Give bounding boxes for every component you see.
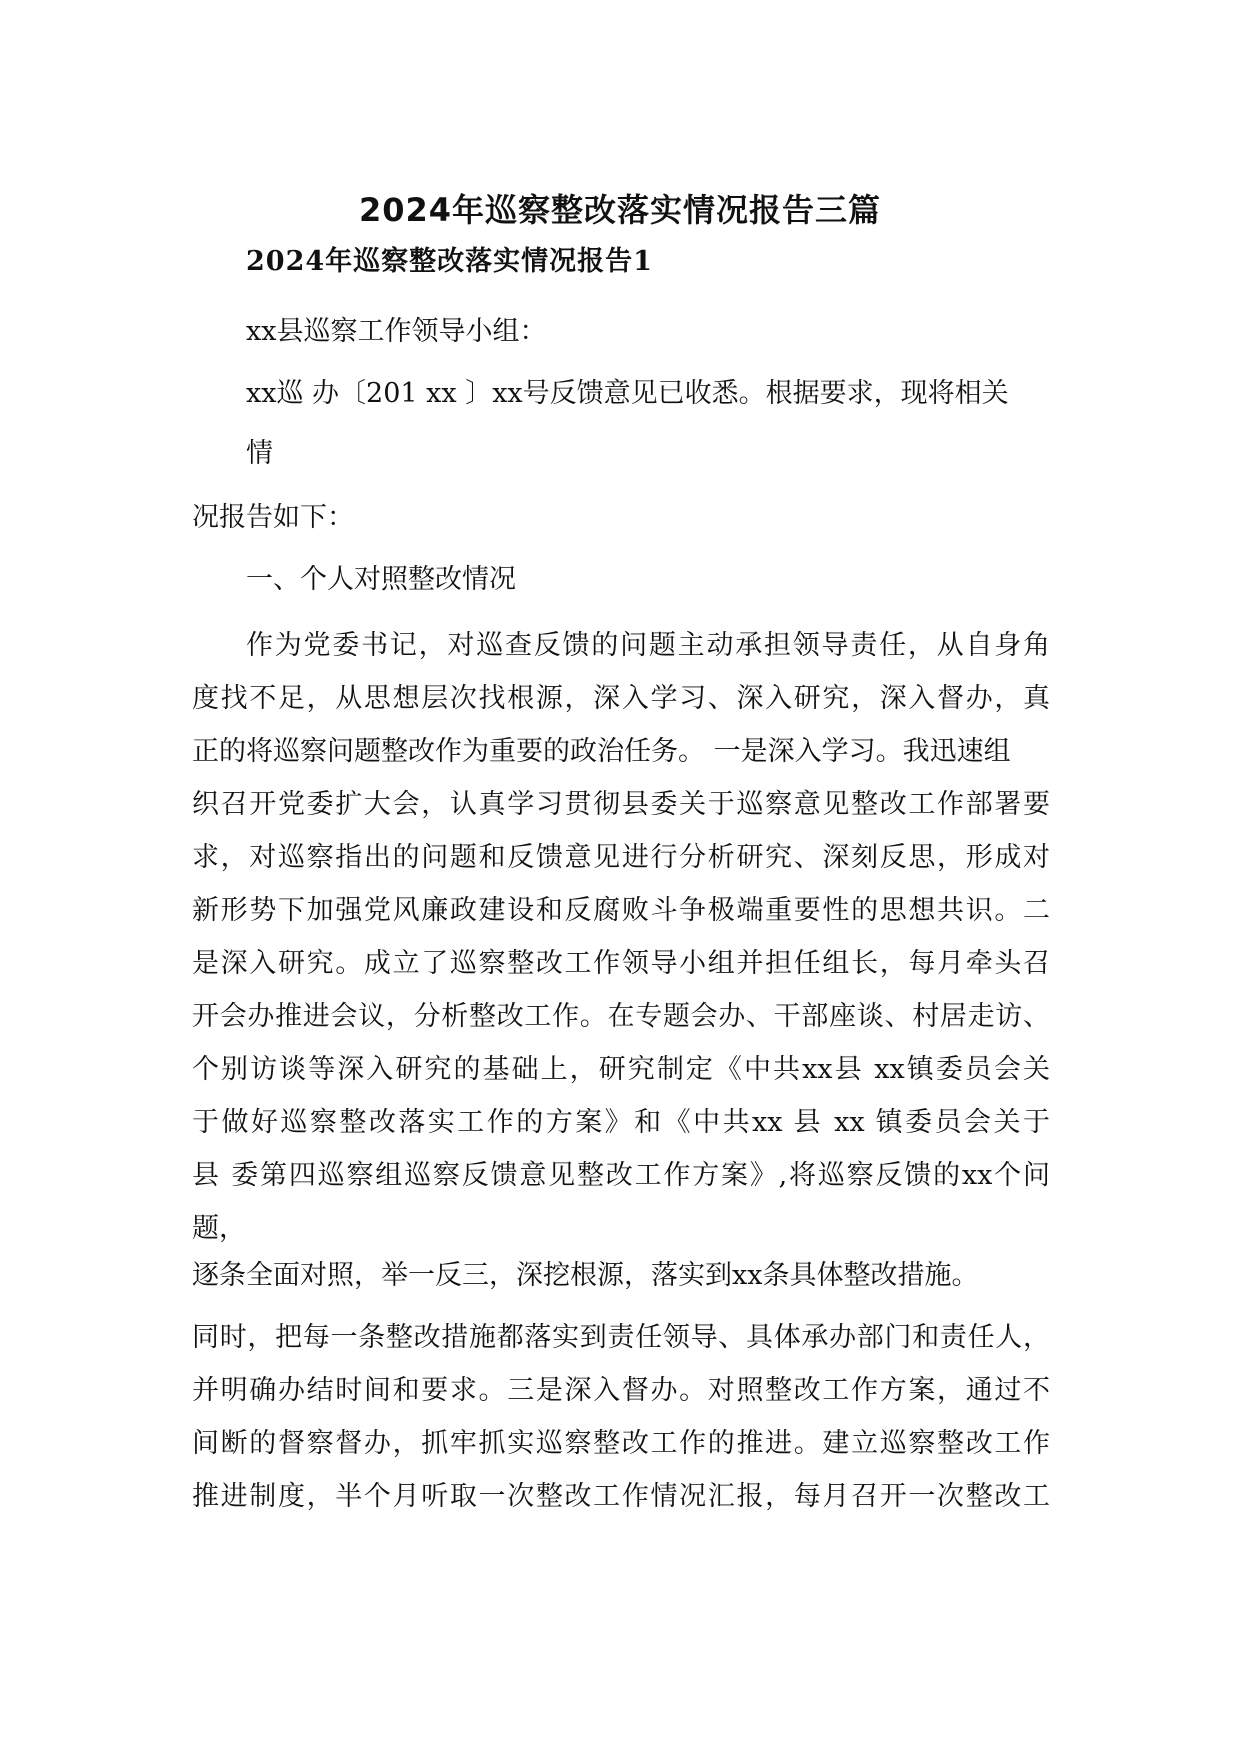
body-line: 度找不足，从思想层次找根源，深入学习、深入研究，深入督办，真 xyxy=(192,683,1050,714)
section-label: 一、个人对照整改情况 xyxy=(246,564,516,595)
body-line: 织召开党委扩大会，认真学习贯彻县委关于巡察意见整改工作部署要 xyxy=(192,789,1050,820)
body-line: 情 xyxy=(246,438,273,469)
body-line: 个别访谈等深入研究的基础上，研究制定《中共xx县 xx镇委员会关 xyxy=(192,1054,1050,1085)
body-line: 求，对巡察指出的问题和反馈意见进行分析研究、深刻反思，形成对 xyxy=(192,842,1050,873)
body-line: 推进制度，半个月听取一次整改工作情况汇报，每月召开一次整改工 xyxy=(192,1481,1050,1512)
body-line: xx巡 办〔201 xx 〕xx号反馈意见已收悉。根据要求，现将相关 xyxy=(246,378,1009,409)
body-line: 况报告如下： xyxy=(192,502,354,533)
body-line: 于做好巡察整改落实工作的方案》和《中共xx 县 xx 镇委员会关于 xyxy=(192,1107,1050,1138)
body-line: 县 委第四巡察组巡察反馈意见整改工作方案》,将巡察反馈的xx个问 xyxy=(192,1160,1050,1191)
body-line: 开会办推进会议，分析整改工作。在专题会办、干部座谈、村居走访、 xyxy=(192,1001,1050,1032)
body-line: 是深入研究。成立了巡察整改工作领导小组并担任组长，每月牵头召 xyxy=(192,948,1050,979)
body-line: 正的将巡察问题整改作为重要的政治任务。 一是深入学习。我迅速组 xyxy=(192,736,1011,767)
body-line: 作为党委书记，对巡查反馈的问题主动承担领导责任，从自身角 xyxy=(246,630,1050,661)
body-line: 新形势下加强党风廉政建设和反腐败斗争极端重要性的思想共识。二 xyxy=(192,895,1050,926)
section-heading: 2024年巡察整改落实情况报告1 xyxy=(246,246,653,277)
body-line: 同时，把每一条整改措施都落实到责任领导、具体承办部门和责任人， xyxy=(192,1322,1050,1353)
salutation-line: xx县巡察工作领导小组： xyxy=(246,316,547,347)
body-line: 间断的督察督办，抓牢抓实巡察整改工作的推进。建立巡察整改工作 xyxy=(192,1428,1050,1459)
body-line: 逐条全面对照，举一反三，深挖根源，落实到xx条具体整改措施。 xyxy=(192,1260,979,1291)
body-line: 并明确办结时间和要求。三是深入督办。对照整改工作方案，通过不 xyxy=(192,1375,1050,1406)
body-line: 题， xyxy=(192,1213,246,1244)
document-title: 2024年巡察整改落实情况报告三篇 xyxy=(358,191,882,229)
